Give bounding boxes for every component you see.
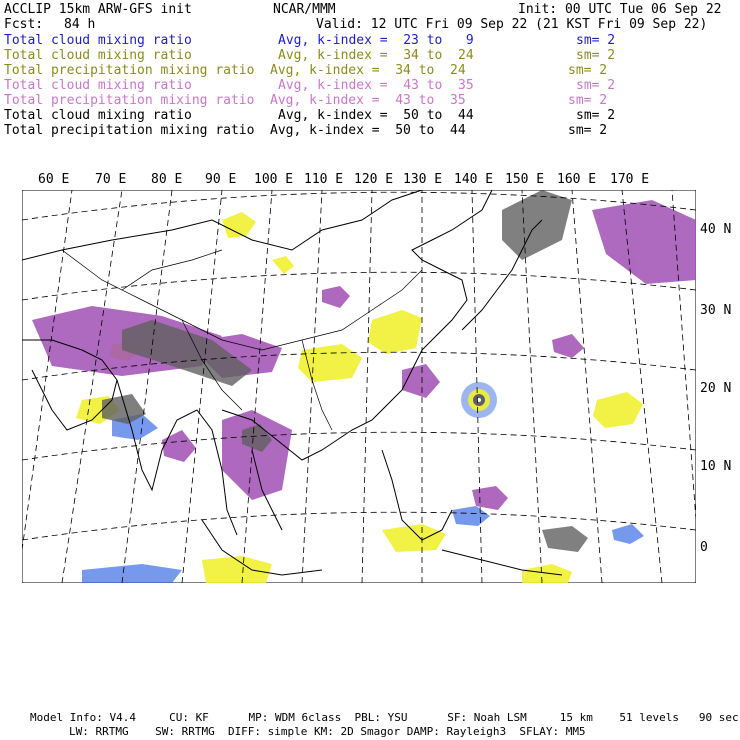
fcst-value: 84 h — [64, 17, 96, 32]
lat-label-0: 0 — [700, 540, 708, 555]
lon-label-150: 150 E — [505, 172, 545, 187]
legend-sm-6: sm= 2 — [576, 108, 616, 123]
valid-time: Valid: 12 UTC Fri 09 Sep 22 (21 KST Fri 09 Sep 22) — [316, 17, 708, 32]
model-title: ACCLIP 15km ARW-GFS init — [4, 2, 192, 17]
lat-label-10: 10 N — [700, 459, 732, 474]
legend-name-4: Total cloud mixing ratio — [4, 78, 192, 93]
cloud-map — [22, 190, 696, 583]
legend-avg-7: Avg, k-index = 50 to 44 — [270, 123, 466, 138]
lon-label-120: 120 E — [354, 172, 394, 187]
lon-label-130: 130 E — [403, 172, 443, 187]
legend-name-7: Total precipitation mixing ratio — [4, 123, 255, 138]
lon-label-140: 140 E — [454, 172, 494, 187]
lon-label-60: 60 E — [38, 172, 70, 187]
org-label: NCAR/MMM — [273, 2, 336, 17]
lon-label-90: 90 E — [205, 172, 237, 187]
legend-sm-7: sm= 2 — [568, 123, 608, 138]
legend-sm-5: sm= 2 — [568, 93, 608, 108]
legend-name-5: Total precipitation mixing ratio — [4, 93, 255, 108]
legend-avg-2: Avg, k-index = 34 to 24 — [278, 48, 474, 63]
lat-label-30: 30 N — [700, 303, 732, 318]
lat-label-20: 20 N — [700, 381, 732, 396]
legend-sm-2: sm= 2 — [576, 48, 616, 63]
legend-avg-6: Avg, k-index = 50 to 44 — [278, 108, 474, 123]
legend-sm-1: sm= 2 — [576, 33, 616, 48]
legend-avg-5: Avg, k-index = 43 to 35 — [270, 93, 466, 108]
legend-sm-3: sm= 2 — [568, 63, 608, 78]
lon-label-170: 170 E — [610, 172, 650, 187]
fcst-label: Fcst: — [4, 17, 44, 32]
legend-avg-4: Avg, k-index = 43 to 35 — [278, 78, 474, 93]
model-info-line2: LW: RRTMG SW: RRTMG DIFF: simple KM: 2D Smagor DAMP: Rayleigh3 SFLAY: MM5 — [69, 725, 586, 738]
legend-name-6: Total cloud mixing ratio — [4, 108, 192, 123]
legend-sm-4: sm= 2 — [576, 78, 616, 93]
legend-avg-3: Avg, k-index = 34 to 24 — [270, 63, 466, 78]
lon-label-100: 100 E — [254, 172, 294, 187]
typhoon-marker — [461, 382, 497, 418]
map-frame — [22, 190, 696, 583]
legend-name-3: Total precipitation mixing ratio — [4, 63, 255, 78]
lon-label-70: 70 E — [95, 172, 127, 187]
lon-label-160: 160 E — [557, 172, 597, 187]
legend-name-1: Total cloud mixing ratio — [4, 33, 192, 48]
model-info-line1: Model Info: V4.4 CU: KF MP: WDM 6class PBL: YSU SF: Noah LSM 15 km 51 levels 90 sec — [30, 711, 739, 724]
lat-label-40: 40 N — [700, 222, 732, 237]
lon-label-80: 80 E — [151, 172, 183, 187]
init-time: Init: 00 UTC Tue 06 Sep 22 — [518, 2, 722, 17]
legend-name-2: Total cloud mixing ratio — [4, 48, 192, 63]
legend-avg-1: Avg, k-index = 23 to 9 — [278, 33, 474, 48]
lon-label-110: 110 E — [304, 172, 344, 187]
